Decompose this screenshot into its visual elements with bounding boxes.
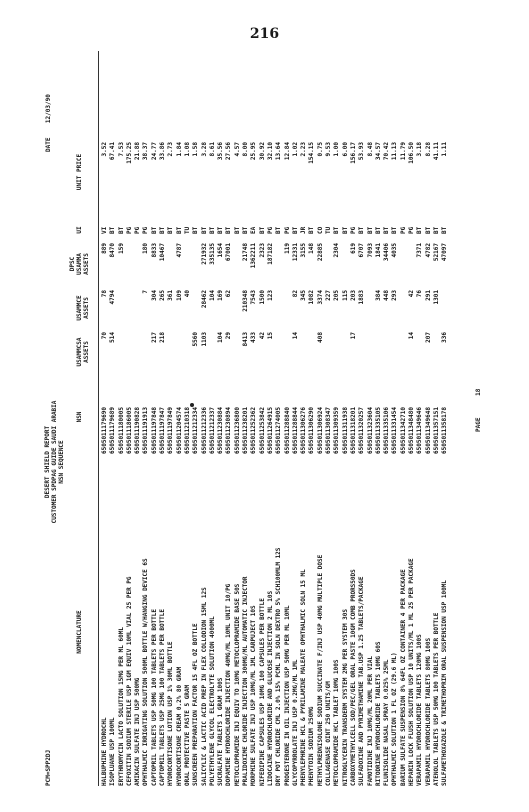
cell-nomenclature: DOPAMINE HYDROCHLORIDE INJECTION 40MG/ML 10ML UNIT 10/PG [225, 583, 233, 786]
report-title [44, 332, 65, 592]
cell-dpsc-assets: 4787 [175, 243, 183, 258]
col-label: ASSETS [83, 297, 90, 319]
cell-usammce-assets: 1082 [308, 290, 316, 305]
cell-nomenclature: PRALIDOXIME CHLORIDE INJECTION 300MG/ML AUTOMATIC INJECTOR [242, 576, 250, 786]
cell-unit-price: 106.50 [407, 142, 415, 164]
cell-ui: BT [117, 226, 125, 234]
cell-ui: BT [341, 226, 349, 234]
cell-usammce-assets: 82 [291, 290, 299, 298]
cell-usammce-assets: 78 [101, 290, 108, 298]
cell-unit-price: 2.23 [300, 142, 308, 157]
cell-dpsc-assets: 1841 [374, 243, 382, 258]
cell-unit-price: 35.56 [217, 142, 225, 161]
cell-unit-price: 25.95 [250, 142, 258, 161]
cell-nsn: 6505011358178 [441, 407, 449, 454]
cell-unit-price: 41.11 [432, 142, 440, 161]
cell-ui: BT [308, 226, 316, 234]
cell-nomenclature: ORAL PROTECTIVE PASTE 5 GRAM [183, 684, 191, 786]
cell-dpsc-assets: 4035 [391, 243, 399, 258]
cell-unit-price: 1.11 [441, 142, 449, 157]
cell-usammce-assets: 384 [374, 290, 382, 301]
cell-usammce-assets: 265 [159, 290, 167, 301]
cell-ui: BT [383, 226, 391, 234]
cell-nomenclature: FAMOTIDINE INJ 10MG/ML 20ML PER VIAL [366, 655, 374, 786]
cell-nsn: 6505011180005 [117, 407, 125, 454]
cell-nomenclature: CAPTOPRIL TABLETS USP 25MG 100 TABLETS PER BOTTLE [159, 608, 167, 786]
cell-ui: BT [366, 226, 374, 234]
cell-unit-price: 0.75 [316, 142, 324, 157]
cell-ui: BT [258, 226, 266, 234]
cell-nomenclature: HEPARIN LOCK FLUSH SOLUTION USP 10 UNITS/ML 1 ML 25 PER PACKAGE [407, 558, 415, 786]
cell-nomenclature: OPHTHALMIC IRRIGATING SOLUTION 500ML BOTTLE W/HANGING DEVICE 6S [142, 558, 150, 786]
cell-usammce-assets: 62 [225, 290, 233, 298]
cell-usammce-assets: 3374 [316, 290, 324, 305]
cell-usammcsa-assets: 408 [316, 332, 324, 343]
cell-nomenclature: NIFEDIPINE CAPSULES USP 10MG 100 CAPSULES PER BOTTLE [258, 598, 266, 786]
cell-nsn: 6505011306290 [308, 407, 316, 454]
cell-nomenclature: PROGESTERONE IN OIL INJECTION USP 50MG PER ML 10ML [283, 605, 291, 786]
cell-nomenclature: POLYETHYLENE GLYCOL ELECTROLYTE SOLUTION 4000ML [208, 616, 216, 786]
cell-dpsc-assets: 67001 [225, 243, 233, 262]
cell-dpsc-assets: 10467 [159, 243, 167, 262]
cell-nomenclature: METOCLOPRAMIDE INJ EQUIV TO 10MG METOCLOPRAMIDE BASE 50S [233, 583, 241, 786]
cell-ui: BT [109, 226, 117, 234]
cell-nsn: 6505011335106 [383, 407, 391, 454]
cell-usammce-assets: 345 [300, 290, 308, 301]
cell-unit-price: 24.77 [150, 142, 158, 161]
cell-unit-price: 38.37 [142, 142, 150, 161]
cell-ui: EA [250, 226, 258, 234]
cell-usammce-assets: 293 [391, 290, 399, 301]
page-footer [476, 389, 482, 432]
title-line: NSN SEQUENCE [58, 440, 65, 484]
cell-nsn: 6505011318201 [349, 407, 357, 454]
cell-usammce-assets: 1500 [258, 290, 266, 305]
cell-ui: BT [225, 226, 233, 234]
cell-unit-price: 8.61 [208, 142, 216, 157]
cell-unit-price: 12.84 [283, 142, 291, 161]
col-label: USAMMA [76, 253, 83, 275]
col-label: ASSETS [83, 341, 90, 363]
cell-usammce-assets: 4794 [109, 290, 117, 305]
cell-dpsc-assets: 619 [349, 243, 357, 254]
cell-unit-price: 21.88 [134, 142, 142, 161]
cell-dpsc-assets: 8833 [150, 243, 158, 258]
report-id: PCM=SPP2DJ [45, 749, 52, 786]
cell-nomenclature: CARBOXYMETHYLCELL SOD/PEC/GEL ORAL PASTE 10GM COMB PRORS50DS [349, 569, 357, 786]
cell-nsn: 6505011348480 [407, 407, 415, 454]
cell-dpsc-assets: 159 [117, 243, 125, 254]
cell-nsn: 6505011288844 [291, 407, 299, 454]
cell-dpsc-assets: 47097 [441, 243, 449, 262]
cell-unit-price: 70.42 [383, 142, 391, 161]
punch-dot [190, 403, 194, 407]
cell-nomenclature: GLYCOPYRROLATE INJ USP 0.2MG/ML 1ML [291, 659, 299, 786]
cell-usammce-assets: 203 [349, 290, 357, 301]
cell-dpsc-assets: 1654 [217, 243, 225, 258]
cell-unit-price: 30.92 [258, 142, 266, 161]
cell-nsn: 6505011197847 [159, 407, 167, 454]
cell-usammcsa-assets: 207 [424, 332, 432, 343]
cell-unit-price: 32.10 [266, 142, 274, 161]
cell-nsn: 6505011212334 [192, 407, 200, 454]
cell-nsn: 6505011288840 [283, 407, 291, 454]
cell-ui: PG [349, 226, 357, 234]
cell-unit-price: 53.93 [358, 142, 366, 161]
page-value: 18 [475, 388, 482, 396]
cell-unit-price: 11.13 [391, 142, 399, 161]
cell-nsn: 6505011311938 [341, 407, 349, 454]
cell-usammcsa-assets: 17 [349, 332, 357, 340]
cell-dpsc-assets: 180 [142, 243, 150, 254]
col-price: UNIT PRICE [76, 153, 83, 191]
cell-dpsc-assets: 6707 [358, 243, 366, 258]
cell-dpsc-assets: 8470 [109, 243, 117, 258]
cell-nomenclature: PHENYTOIN SODIUM 250MG [308, 706, 316, 786]
cell-nomenclature: CEFOXITIN SODIUM STERILE USP 1GM EQUIV 10ML VIAL 25 PER PG [125, 576, 133, 786]
cell-nsn: 6505011335105 [374, 407, 382, 454]
cell-unit-price: 67.41 [109, 142, 117, 161]
cell-nsn: 6505011320257 [358, 407, 366, 454]
cell-usammcsa-assets: 14 [291, 332, 299, 340]
cell-nsn: 6505011331454 [391, 407, 399, 454]
cell-nomenclature: PHENYLEPHRINE HCL & PYRILAMINE MALEATE OPHTHALMIC SOLN 15 ML [300, 569, 308, 786]
header-rule [98, 51, 99, 786]
col-label: USAMMCE [76, 295, 83, 321]
col-dpsc [69, 241, 90, 287]
cell-dpsc-assets: 889 [101, 243, 108, 254]
rotated-report [38, 42, 494, 792]
cell-nsn: 6505011306924 [316, 407, 324, 454]
cell-nsn: 6505011236800 [233, 407, 241, 454]
cell-usammce-assets: 7543 [250, 290, 258, 305]
cell-usammcsa-assets: 5560 [192, 332, 200, 347]
cell-nsn: 6505011253842 [258, 407, 266, 454]
col-usammce [76, 286, 90, 330]
cell-nsn: 6505011230894 [225, 407, 233, 454]
cell-ui: TU [183, 226, 191, 234]
cell-nomenclature: SUNSCREEN PREPARATION FACTOR 15 4FL OZ BOTTLE [192, 623, 200, 786]
cell-ui: BT [150, 226, 158, 234]
cell-usammce-assets: 7 [142, 290, 150, 294]
cell-nsn: 6505011264915 [266, 407, 274, 454]
cell-nsn: 6505011212336 [200, 407, 208, 454]
cell-dpsc-assets: 7093 [366, 243, 374, 258]
cell-ui: PG [266, 226, 274, 234]
cell-ui: BT [391, 226, 399, 234]
cell-usammce-assets: 42 [407, 290, 415, 298]
cell-nomenclature: HALBUPHINE HYDROCHL [101, 717, 108, 786]
cell-unit-price: 154.15 [308, 142, 316, 164]
cell-ui: PG [399, 226, 407, 234]
title-line: CUSTOMER SPDPAG GUIDE SAUDI ARABIA [51, 400, 58, 524]
cell-nsn: 6505011308347 [325, 407, 333, 454]
cell-nsn: 6505011210318 [183, 407, 191, 454]
cell-usammce-assets: 28462 [200, 290, 208, 309]
cell-ui: BT [374, 226, 382, 234]
cell-nomenclature: DRY POT CHLORIDE CML 2.0% 15% PCML IN SOLN DEXTRO 5% SCH100MLM 12S [275, 547, 283, 786]
cell-unit-price: 13.64 [275, 142, 283, 161]
cell-usammcsa-assets: 104 [217, 332, 225, 343]
cell-unit-price: 1.84 [175, 142, 183, 157]
cell-dpsc-assets: 2323 [258, 243, 266, 258]
cell-ui: BT [208, 226, 216, 234]
cell-nsn: 6505011349646 [416, 407, 424, 454]
cell-usammce-assets: 123 [266, 290, 274, 301]
cell-nomenclature: MORPHINE SULFATE INJ USP 10MG/ML 1ML CARPUJECT 10S [250, 605, 258, 786]
cell-dpsc-assets: 22885 [316, 243, 324, 262]
col-label: DPSC [69, 256, 76, 272]
cell-usammcsa-assets: 217 [150, 332, 158, 343]
cell-usammce-assets: 115 [341, 290, 349, 301]
cell-usammce-assets: 210348 [242, 290, 250, 312]
cell-nomenclature: ERYTHROMYCIN LACTO SOLUTION 15MG PER ML 60ML [117, 627, 125, 786]
cell-nsn: 6505011186005 [125, 407, 133, 454]
report-sheet [38, 42, 494, 792]
cell-dpsc-assets: 21748 [242, 243, 250, 262]
cell-usammce-assets: 361 [167, 290, 175, 301]
cell-nsn: 6505011252362 [250, 407, 258, 454]
cell-nomenclature: SULFAMETHOXAZOLE & TRIMETHOPRIM ORAL SUSPENSION USP 100ML [441, 580, 449, 786]
cell-unit-price: 6.00 [341, 142, 349, 157]
cell-nomenclature: COLLAGENASE OINT 250 UNITS/GM [325, 681, 333, 786]
cell-ui: BT [358, 226, 366, 234]
cell-ui: BT [416, 226, 424, 234]
cell-usammce-assets: 1301 [432, 290, 440, 305]
cell-usammce-assets: 448 [383, 290, 391, 301]
cell-nsn: 6505011179689 [109, 407, 117, 454]
cell-nomenclature: SULFADOXINE AND PYRIMETHAMINE TAB.USP 1.25 TABLETS/PACKAGE [358, 576, 366, 786]
cell-unit-price: 33.86 [159, 142, 167, 161]
cell-usammcsa-assets: 336 [441, 332, 449, 343]
cell-dpsc-assets: 4782 [424, 243, 432, 258]
cell-unit-price: 8.28 [424, 142, 432, 157]
cell-unit-price: 8.00 [242, 142, 250, 157]
cell-ui: BT [192, 226, 200, 234]
cell-dpsc-assets: 2304 [333, 243, 341, 258]
cell-ui: BT [275, 226, 283, 234]
cell-nsn: 6505011197849 [167, 407, 175, 454]
cell-dpsc-assets: 7371 [416, 243, 424, 258]
cell-unit-price: 175.25 [125, 142, 133, 164]
table-row [442, 42, 450, 792]
cell-unit-price: 3.52 [101, 142, 108, 157]
cell-nomenclature: ISOPLUANE USP 100ML [109, 717, 117, 786]
col-ui: UI [76, 226, 83, 234]
cell-unit-price: 1.02 [291, 142, 299, 157]
cell-nsn: 6505011357151 [432, 407, 440, 454]
cell-ui: BT [200, 226, 208, 234]
cell-nomenclature: NITROGLYCERIN TRANSDERM SYSTEM 2MG PER SYSTEM 30S [341, 608, 349, 786]
cell-ui: BT [175, 226, 183, 234]
cell-unit-price: 156.17 [349, 142, 357, 164]
cell-nsn: 6505011309359 [333, 407, 341, 454]
cell-ui: PG [134, 226, 142, 234]
cell-ui: VI [101, 226, 108, 234]
cell-usammce-assets: 76 [416, 290, 424, 298]
cell-ui: JR [300, 226, 308, 234]
cell-nsn: 6505011204574 [175, 407, 183, 454]
cell-ui: PG [125, 226, 133, 234]
cell-usammcsa-assets: 514 [109, 332, 117, 343]
cell-nsn: 6505011323604 [366, 407, 374, 454]
cell-nsn: 6505011349648 [424, 407, 432, 454]
cell-unit-price: 1.08 [183, 142, 191, 157]
cell-nomenclature: LIDOCAINE HYDROCHLORIDE AND GLUCOSE INJECTION 2 ML 10S [266, 590, 274, 786]
cell-unit-price: 9.53 [325, 142, 333, 157]
cell-unit-price: 1.00 [333, 142, 341, 157]
cell-usammce-assets: 205 [333, 290, 341, 301]
cell-nsn: 6505011274005 [275, 407, 283, 454]
cell-ui: BT [159, 226, 167, 234]
cell-dpsc-assets: 271932 [200, 243, 208, 265]
cell-nsn: 6505011191913 [142, 407, 150, 454]
cell-unit-price: 34.57 [374, 142, 382, 161]
cell-usammcsa-assets: 70 [101, 332, 108, 340]
col-label: USAMMCSA [76, 337, 83, 367]
cell-unit-price: 27.56 [225, 142, 233, 161]
cell-nomenclature: FLUNISOLIDE NASAL SPRAY 0.025% 25ML [383, 659, 391, 786]
cell-usammce-assets: 40 [183, 290, 191, 298]
cell-nsn: 6505011230884 [217, 407, 225, 454]
cell-nomenclature: CAPTOPRIL TABLETS USP 50MG 100 TABLETS PER BOTTLE [150, 608, 158, 786]
cell-dpsc-assets: 335135 [208, 243, 216, 265]
cell-ui: BT [233, 226, 241, 234]
cell-nsn: 6505011190828 [134, 407, 142, 454]
date-value: 12/03/90 [45, 94, 52, 124]
cell-usammcsa-assets: 433 [250, 332, 258, 343]
cell-ui: PG [283, 226, 291, 234]
cell-unit-price: 4.57 [233, 142, 241, 157]
cell-unit-price: 3.28 [200, 142, 208, 157]
cell-nsn: 6505011306276 [300, 407, 308, 454]
cell-usammcsa-assets: 14 [407, 332, 415, 340]
page-number: 216 [249, 26, 280, 42]
cell-nomenclature: SUCRALFATE TABLETS 1 GRAM 100S [217, 677, 225, 786]
cell-usammce-assets: 104 [208, 290, 216, 301]
cell-unit-price: 8.48 [366, 142, 374, 157]
cell-usammce-assets: 109 [175, 290, 183, 301]
cell-usammcsa-assets: 8413 [242, 332, 250, 347]
cell-nsn: 6505011342710 [399, 407, 407, 454]
cell-dpsc-assets: 187182 [266, 243, 274, 265]
cell-ui: BT [291, 226, 299, 234]
cell-nsn: 6505011212337 [208, 407, 216, 454]
cell-ui: BT [441, 226, 449, 234]
cell-nomenclature: AMIKACIN SULFATE INJ USP 500MG [134, 677, 142, 786]
cell-ui: PG [407, 226, 415, 234]
cell-nomenclature: HYDROCORTISONE CREAM 0.2% 80 GRAM [175, 666, 183, 786]
cell-unit-price: 11.79 [399, 142, 407, 161]
cell-nomenclature: OPHTHALMIC SOLUTION 1 FL OZ (29.6 ML) [391, 652, 399, 786]
cell-nomenclature: VERAPAMIL HYDROCHLORIDE TABLETS 120MG 100S [416, 634, 424, 786]
cell-dpsc-assets: 148 [308, 243, 316, 254]
report-rows [102, 42, 450, 792]
cell-ui: BT [167, 226, 175, 234]
cell-usammcsa-assets: 218 [159, 332, 167, 343]
cell-dpsc-assets: 12331 [291, 243, 299, 262]
cell-ui: BT [242, 226, 250, 234]
cell-dpsc-assets: 119 [283, 243, 291, 254]
cell-nomenclature: BARIUM SULFATE SUSPENSION 8% 64FL OZ CONTAINER 4 PER PACKAGE [399, 569, 407, 786]
cell-ui: PG [142, 226, 150, 234]
cell-unit-price: 7.53 [117, 142, 125, 157]
cell-usammce-assets: 227 [325, 290, 333, 301]
cell-nomenclature: SALICYLIC & LACTIC ACID PREP IN FLEX COLLODION 15ML 12S [200, 587, 208, 786]
title-line: DESERT SHIELD REPORT [44, 425, 51, 499]
col-nomenclature: NOMENCLATURE [76, 610, 83, 654]
cell-ui: CO [316, 226, 324, 234]
cell-ui: BT [333, 226, 341, 234]
cell-nomenclature: METHYLPREDNISOLONE SODIUM SUCCINATE F/INJ USP 40MG MULTIPLE DOSE [316, 554, 324, 786]
cell-ui: BT [432, 226, 440, 234]
date-label: DATE [45, 137, 52, 152]
cell-dpsc-assets: 52167 [432, 243, 440, 262]
cell-usammcsa-assets: 1103 [200, 332, 208, 347]
cell-nsn: 6505011197848 [150, 407, 158, 454]
cell-usammce-assets: 304 [150, 290, 158, 301]
cell-ui: BT [424, 226, 432, 234]
cell-ui: BT [217, 226, 225, 234]
cell-usammcsa-assets: 29 [225, 332, 233, 340]
cell-nomenclature: ATENOLOL TABLETS USP 50MG 100 TABLETS PER BOTTLE [432, 612, 440, 786]
col-nsn: NSN [76, 411, 83, 423]
cell-nsn: 6505011179690 [101, 407, 108, 454]
cell-unit-price: 2.73 [167, 142, 175, 157]
cell-unit-price: 1.58 [192, 142, 200, 157]
cell-nomenclature: VERAPAMIL HYDROCHLORIDE TABLETS 80MG 100S [424, 637, 432, 786]
cell-nomenclature: HYDROCORTISONE LOTION USP 1% 30ML BOTTLE [167, 641, 175, 786]
cell-nomenclature: RITODRINE HYDROCHLORIDE TABLETS 10MG 60S [374, 641, 382, 786]
cell-ui: TU [325, 226, 333, 234]
cell-usammce-assets: 1883 [358, 290, 366, 305]
cell-unit-price: 3.18 [416, 142, 424, 157]
cell-usammce-assets: 169 [217, 290, 225, 301]
cell-usammcsa-assets: 15 [266, 332, 274, 340]
cell-nsn: 6505011238201 [242, 407, 250, 454]
cell-dpsc-assets: 3155 [300, 243, 308, 258]
cell-usammce-assets: 291 [424, 290, 432, 301]
col-usammcsa [76, 330, 90, 374]
col-label: ASSETS [83, 253, 90, 275]
cell-dpsc-assets: 34406 [383, 243, 391, 262]
cell-dpsc-assets: 1362211 [250, 243, 258, 269]
cell-usammcsa-assets: 42 [258, 332, 266, 340]
page-label: PAGE [475, 417, 482, 432]
cell-nomenclature: METOCLOPRAMIDE HCL TABLET 10MG 100S [333, 659, 341, 786]
report-date [46, 94, 52, 152]
